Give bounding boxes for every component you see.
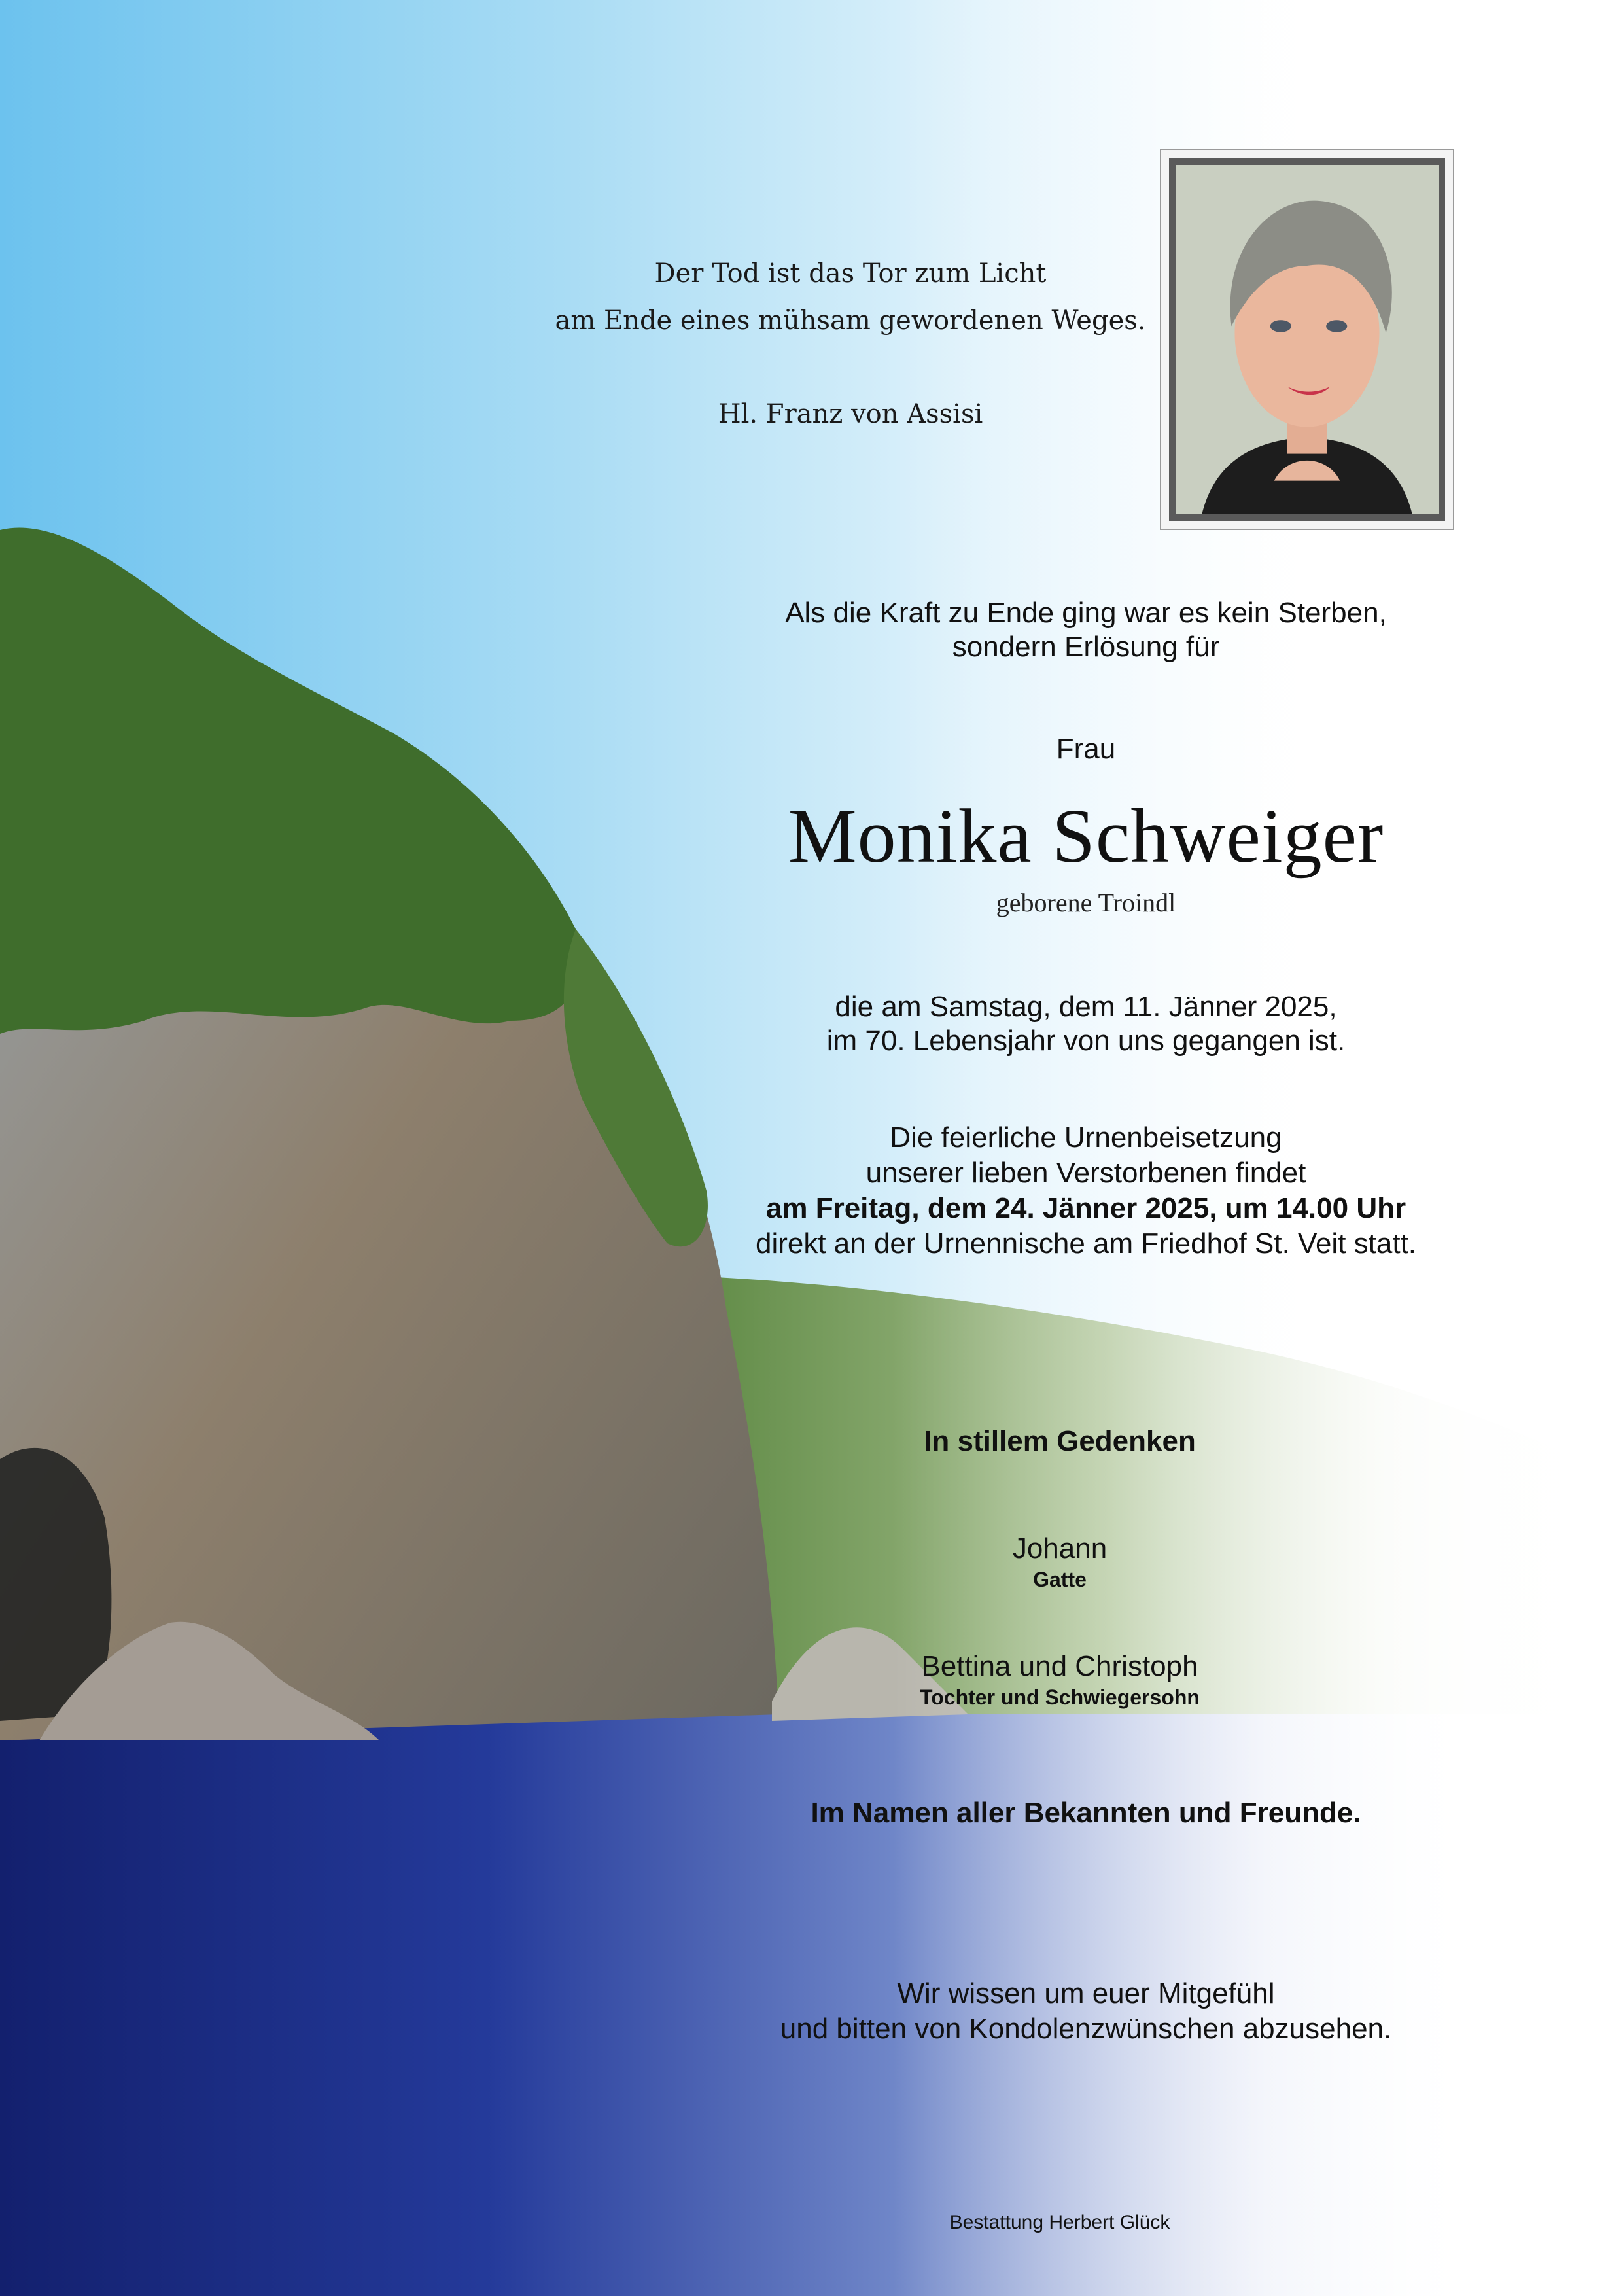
birth-name: geborene Troindl [996, 888, 1176, 917]
death-line-1: die am Samstag, dem 11. Jänner 2025, [835, 991, 1337, 1023]
request-line-1: Wir wissen um euer Mitgefühl [897, 1977, 1275, 2009]
quote-line-2: am Ende eines mühsam gewordenen Weges. [555, 306, 1146, 336]
intro-line-1: Als die Kraft zu Ende ging war es kein Sterben, [785, 597, 1387, 629]
mourner-name: Johann [1012, 1532, 1108, 1564]
intro-line-2: sondern Erlösung für [952, 631, 1220, 663]
request-line-2: und bitten von Kondolenzwünschen abzusehen. [780, 2013, 1392, 2045]
quote-line-1: Der Tod ist das Tor zum Licht [654, 258, 1047, 289]
mourners-heading: In stillem Gedenken [924, 1425, 1196, 1457]
mourner-relation: Gatte [1033, 1568, 1087, 1591]
mourner-name: Bettina und Christoph [921, 1650, 1198, 1682]
ceremony-location: direkt an der Urnennische am Friedhof St. Veit statt. [755, 1227, 1417, 1260]
ceremony-line-2: unserer lieben Verstorbenen findet [865, 1157, 1306, 1189]
funeral-home: Bestattung Herbert Glück [949, 2212, 1170, 2233]
portrait-photo [1169, 158, 1445, 521]
ceremony-line-1: Die feierliche Urnenbeisetzung [890, 1122, 1282, 1154]
closing-line: Im Namen aller Bekannten und Freunde. [811, 1797, 1361, 1829]
ceremony-date: am Freitag, dem 24. Jänner 2025, um 14.00 Uhr [765, 1192, 1406, 1224]
salutation: Frau [1056, 733, 1116, 765]
mourner-relation: Tochter und Schwiegersohn [920, 1686, 1200, 1709]
portrait-frame [1160, 149, 1454, 530]
death-line-2: im 70. Lebensjahr von uns gegangen ist. [826, 1025, 1346, 1057]
quote-author: Hl. Franz von Assisi [718, 399, 983, 429]
deceased-name: Monika Schweiger [788, 793, 1384, 879]
